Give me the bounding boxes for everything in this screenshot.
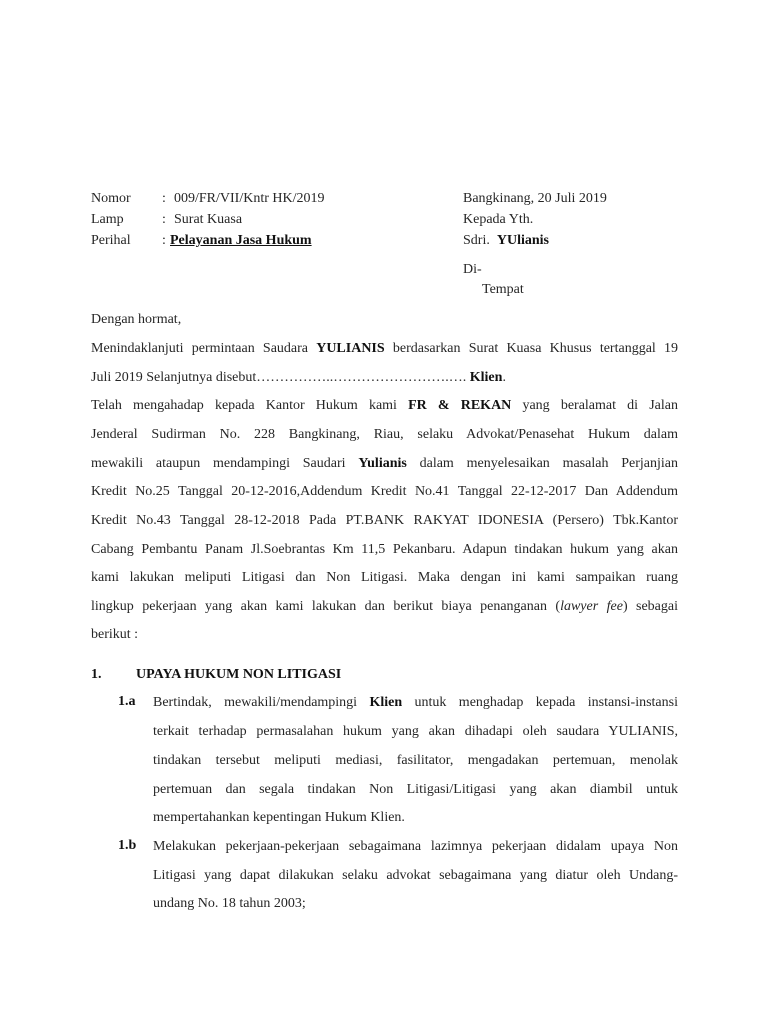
para1-text: berdasarkan Surat Kuasa Khusus tertanggal 19 (384, 341, 678, 356)
item-a-line-4: pertemuan dan segala tindakan Non Litigasi/Litigasi yang akan diambil untuk (153, 782, 678, 797)
recipient (463, 232, 549, 250)
para1-text: Menindaklanjuti permintaan Saudara (91, 341, 317, 356)
item-b-line-2: Litigasi yang dapat dilakukan selaku advokat sebagaimana yang diatur oleh Undang- (153, 868, 678, 883)
section-1-number: 1. (91, 667, 102, 682)
nomor-sep: : (162, 191, 166, 206)
item-a-line-5: mempertahankan kepentingan Hukum Klien. (153, 810, 405, 825)
perihal-sep: : (162, 233, 166, 248)
recipient-name: YUlianis (496, 233, 549, 248)
item-b-line-3: undang No. 18 tahun 2003; (153, 896, 306, 911)
para2-text: lingkup pekerjaan yang akan kami lakukan dan berikut biaya penanganan ( (91, 599, 561, 614)
para2-line-9: berikut : (91, 627, 139, 642)
para2-line-3 (91, 449, 678, 478)
kepada-yth: Kepada Yth. (463, 212, 534, 227)
nomor-label: Nomor (91, 191, 131, 206)
para2-client-name: Yulianis (358, 456, 407, 471)
para2-line-1 (91, 391, 678, 420)
para1-line-2 (91, 363, 678, 392)
para2-line-7: kami lakukan meliputi Litigasi dan Non Litigasi. Maka dengan ini kami sampaikan ruang (91, 570, 678, 585)
di: Di- (463, 262, 482, 277)
lamp-label: Lamp (91, 212, 124, 227)
item-b-marker: 1.b (118, 838, 137, 853)
item-a-line-2: terkait terhadap permasalahan hukum yang akan dihadapi oleh saudara YULIANIS, (153, 724, 678, 739)
item-a-text: untuk menghadap kepada instansi-instansi (402, 695, 678, 710)
para2-line-5: Kredit No.43 Tanggal 28-12-2018 Pada PT.BANK RAKYAT IDONESIA (Persero) Tbk.Kantor (91, 513, 678, 528)
para2-text: yang beralamat di Jalan (511, 398, 678, 413)
item-a-line-1 (153, 688, 678, 717)
item-a-marker: 1.a (118, 694, 136, 709)
para1-client-name: YULIANIS (316, 341, 385, 356)
para2-line-6: Cabang Pembantu Panam Jl.Soebrantas Km 11,5 Pekanbaru. Adapun tindakan hukum yang akan (91, 542, 678, 557)
para2-line-8 (91, 592, 678, 621)
recipient-prefix: Sdri. (463, 233, 490, 248)
para2-text: ) sebagai (622, 599, 679, 614)
nomor-value: 009/FR/VII/Kntr HK/2019 (174, 191, 325, 206)
tempat: Tempat (482, 282, 524, 297)
perihal-value: Pelayanan Jasa Hukum (170, 233, 312, 248)
section-1-title: UPAYA HUKUM NON LITIGASI (136, 667, 342, 682)
para1-line-1 (91, 334, 678, 363)
para1-klien: Klien (469, 370, 503, 385)
lamp-sep: : (162, 212, 166, 227)
para2-text: mewakili ataupun mendampingi Saudari (91, 456, 359, 471)
item-a-line-3: tindakan tersebut meliputi mediasi, fasilitator, mengadakan pertemuan, menolak (153, 753, 678, 768)
perihal-label: Perihal (91, 233, 131, 248)
para2-line-2: Jenderal Sudirman No. 228 Bangkinang, Riau, selaku Advokat/Penasehat Hukum dalam (91, 427, 678, 442)
para1-text: . (502, 370, 506, 385)
para2-text: dalam menyelesaikan masalah Perjanjian (406, 456, 678, 471)
lamp-value: Surat Kuasa (174, 212, 243, 227)
para2-line-4: Kredit No.25 Tanggal 20-12-2016,Addendum Kredit No.41 Tanggal 22-12-2017 Dan Addendum (91, 484, 678, 499)
para2-lawyer-fee: lawyer fee (560, 599, 623, 614)
greeting: Dengan hormat, (91, 312, 182, 327)
item-a-text: Bertindak, mewakili/mendampingi (153, 695, 370, 710)
para2-text: Telah mengahadap kepada Kantor Hukum kami (91, 398, 409, 413)
item-a-klien: Klien (369, 695, 403, 710)
para1-text: Juli 2019 Selanjutnya disebut……………..…………………….…. (91, 370, 470, 385)
place-date: Bangkinang, 20 Juli 2019 (463, 191, 607, 206)
para2-firm-name: FR & REKAN (408, 398, 512, 413)
item-b-line-1: Melakukan pekerjaan-pekerjaan sebagaimana lazimnya pekerjaan didalam upaya Non (153, 839, 678, 854)
